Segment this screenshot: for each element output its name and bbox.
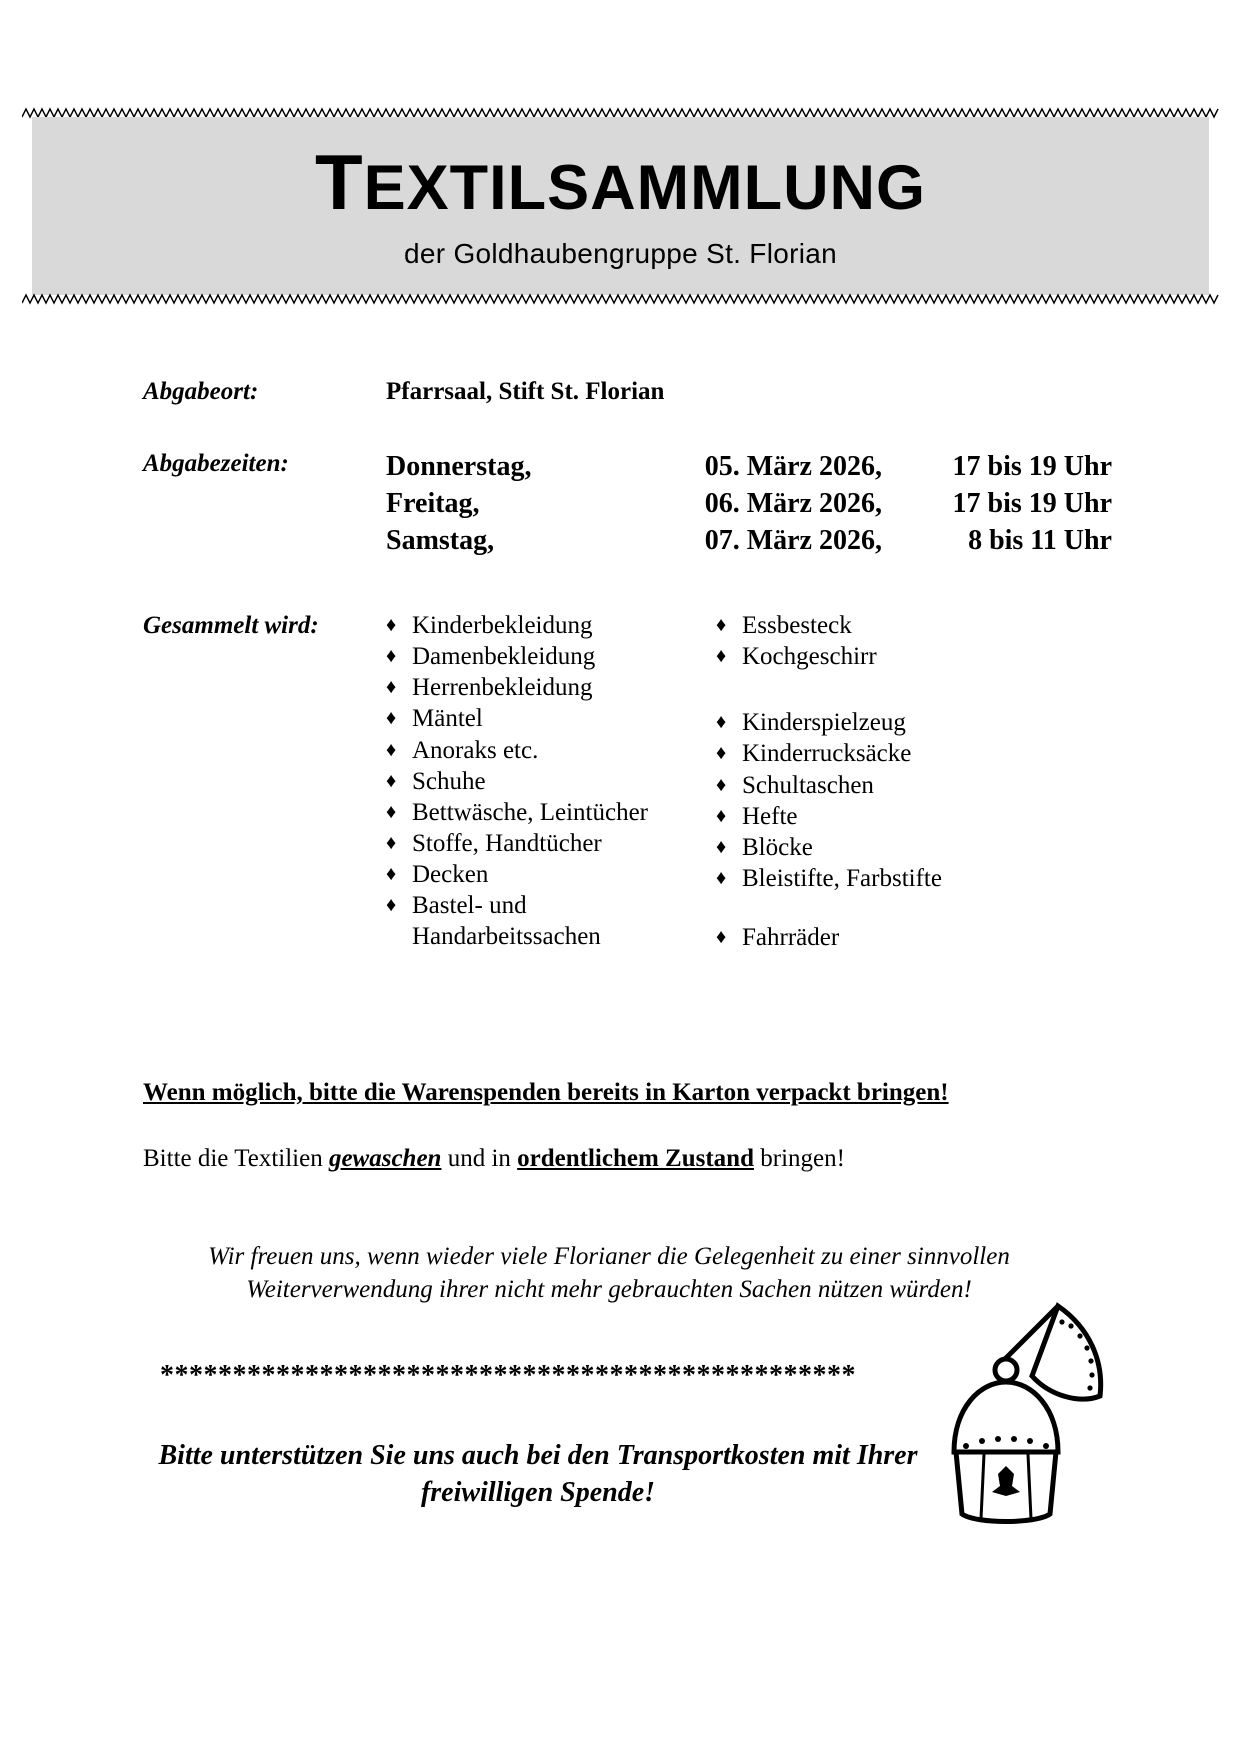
dropoff-times-table — [386, 448, 1112, 560]
time-day: Freitag, — [386, 488, 480, 520]
list-item-label: Anoraks etc. — [412, 736, 539, 764]
star-divider: ************************************************ — [160, 1360, 856, 1391]
list-item-label: Blöcke — [742, 833, 813, 861]
list-item-label: Kinderbekleidung — [412, 612, 593, 639]
list-item — [716, 610, 1046, 641]
list-item-label: Bettwäsche, Leintücher — [412, 798, 649, 826]
list-item — [386, 766, 716, 797]
dropoff-times-section — [143, 448, 1112, 560]
list-item-label: Decken — [412, 861, 489, 888]
list-item — [386, 828, 716, 859]
table-row — [386, 522, 1112, 559]
diamond-bullet-icon: ♦ — [716, 614, 727, 636]
list-spacer — [716, 672, 1046, 707]
page-title-rest: EXTILSAMMLUNG — [363, 153, 927, 224]
condition-note-washed: gewaschen — [328, 1145, 442, 1172]
list-item — [386, 703, 716, 734]
list-item — [716, 738, 1046, 769]
diamond-bullet-icon: ♦ — [716, 835, 727, 858]
list-item — [716, 863, 1046, 894]
list-item-label: Hefte — [742, 802, 798, 830]
zigzag-border-bottom — [22, 293, 1219, 305]
diamond-bullet-icon: ♦ — [386, 676, 397, 699]
list-item-label: Schuhe — [412, 767, 486, 795]
list-item — [716, 801, 1046, 832]
time-hours: 17 bis 19 Uhr — [952, 488, 1112, 520]
condition-note-prefix: Bitte die Textilien — [143, 1145, 329, 1172]
list-item-label: Kinderrucksäcke — [742, 740, 912, 768]
list-item — [386, 610, 716, 641]
list-item-label: Mäntel — [412, 705, 483, 733]
diamond-bullet-icon: ♦ — [716, 742, 727, 765]
list-item — [716, 707, 1046, 738]
collected-items-columns — [386, 610, 1046, 953]
dropoff-location-section — [143, 378, 664, 406]
diamond-bullet-icon: ♦ — [716, 804, 727, 827]
list-item-label: Stoffe, Handtücher — [412, 829, 602, 857]
collected-items-right-column — [716, 610, 1046, 953]
list-item-label: Bastel- und Handarbeitssachen — [412, 892, 601, 951]
carton-note: Wenn möglich, bitte die Warenspenden bereits in Karton verpackt bringen! — [143, 1079, 949, 1106]
list-item-label: Bleistifte, Farbstifte — [742, 864, 942, 892]
diamond-bullet-icon: ♦ — [386, 863, 397, 885]
diamond-bullet-icon: ♦ — [386, 769, 397, 792]
table-row — [386, 448, 1112, 485]
dropoff-location-value: Pfarrsaal, Stift St. Florian — [386, 378, 665, 405]
time-day: Samstag, — [386, 525, 495, 557]
time-hours: 17 bis 19 Uhr — [952, 451, 1112, 482]
collected-items-label: Gesammelt wird: — [143, 612, 319, 639]
thank-you-message: Wir freuen uns, wenn wieder viele Florianer die Gelegenheit zu einer sinnvollen Weiterverwendung ihrer nicht mehr gebrauchten Sachen nützen würden! — [208, 1243, 1010, 1304]
goldhaube-logo-icon — [940, 1300, 1150, 1540]
time-hours: 8 bis 11 Uhr — [968, 525, 1112, 557]
list-item — [386, 890, 716, 952]
dropoff-times-label: Abgabezeiten: — [143, 450, 289, 477]
list-item — [386, 672, 716, 703]
diamond-bullet-icon: ♦ — [386, 645, 397, 668]
list-item-label: Kinderspielzeug — [742, 709, 906, 737]
dropoff-location-label: Abgabeort: — [143, 378, 259, 405]
donation-appeal: Bitte unterstützen Sie uns auch bei den Transportkosten mit Ihrer freiwilligen Spende! — [158, 1440, 918, 1508]
diamond-bullet-icon: ♦ — [386, 738, 397, 761]
condition-note-suffix: bringen! — [754, 1145, 845, 1172]
list-item-label: Kochgeschirr — [742, 643, 877, 671]
diamond-bullet-icon: ♦ — [716, 645, 727, 668]
list-item — [716, 641, 1046, 672]
time-date: 06. März 2026, — [704, 488, 882, 520]
collected-items-left-column — [386, 610, 716, 953]
time-date: 05. März 2026, — [704, 451, 882, 482]
page-title-initial: T — [314, 138, 364, 227]
list-item-label: Damenbekleidung — [412, 643, 596, 671]
header-banner — [22, 107, 1219, 305]
diamond-bullet-icon: ♦ — [716, 926, 727, 948]
condition-note-state: ordentlichem Zustand — [517, 1145, 754, 1172]
diamond-bullet-icon: ♦ — [386, 800, 397, 823]
table-row — [386, 485, 1112, 522]
list-item — [716, 832, 1046, 863]
diamond-bullet-icon: ♦ — [386, 831, 397, 854]
diamond-bullet-icon: ♦ — [716, 773, 727, 796]
time-date: 07. März 2026, — [704, 525, 882, 557]
list-item — [386, 641, 716, 672]
diamond-bullet-icon: ♦ — [386, 894, 397, 917]
list-item-label: Essbesteck — [742, 612, 852, 639]
title-block — [32, 117, 1209, 295]
list-item — [386, 859, 716, 890]
page-subtitle: der Goldhaubengruppe St. Florian — [404, 237, 837, 269]
list-item — [716, 922, 1046, 953]
condition-note — [143, 1145, 845, 1173]
list-item-label: Schultaschen — [742, 771, 874, 799]
list-item — [386, 797, 716, 828]
diamond-bullet-icon: ♦ — [386, 707, 397, 730]
condition-note-middle: und in — [441, 1145, 518, 1172]
diamond-bullet-icon: ♦ — [716, 711, 727, 734]
diamond-bullet-icon: ♦ — [716, 866, 727, 889]
page-title — [314, 138, 927, 227]
diamond-bullet-icon: ♦ — [386, 614, 397, 636]
list-spacer — [716, 894, 1046, 922]
list-item-label: Herrenbekleidung — [412, 674, 593, 702]
list-item — [386, 735, 716, 766]
list-item-label: Fahrräder — [742, 924, 840, 951]
collected-items-section — [143, 610, 1046, 953]
time-day: Donnerstag, — [386, 451, 532, 482]
list-item — [716, 770, 1046, 801]
